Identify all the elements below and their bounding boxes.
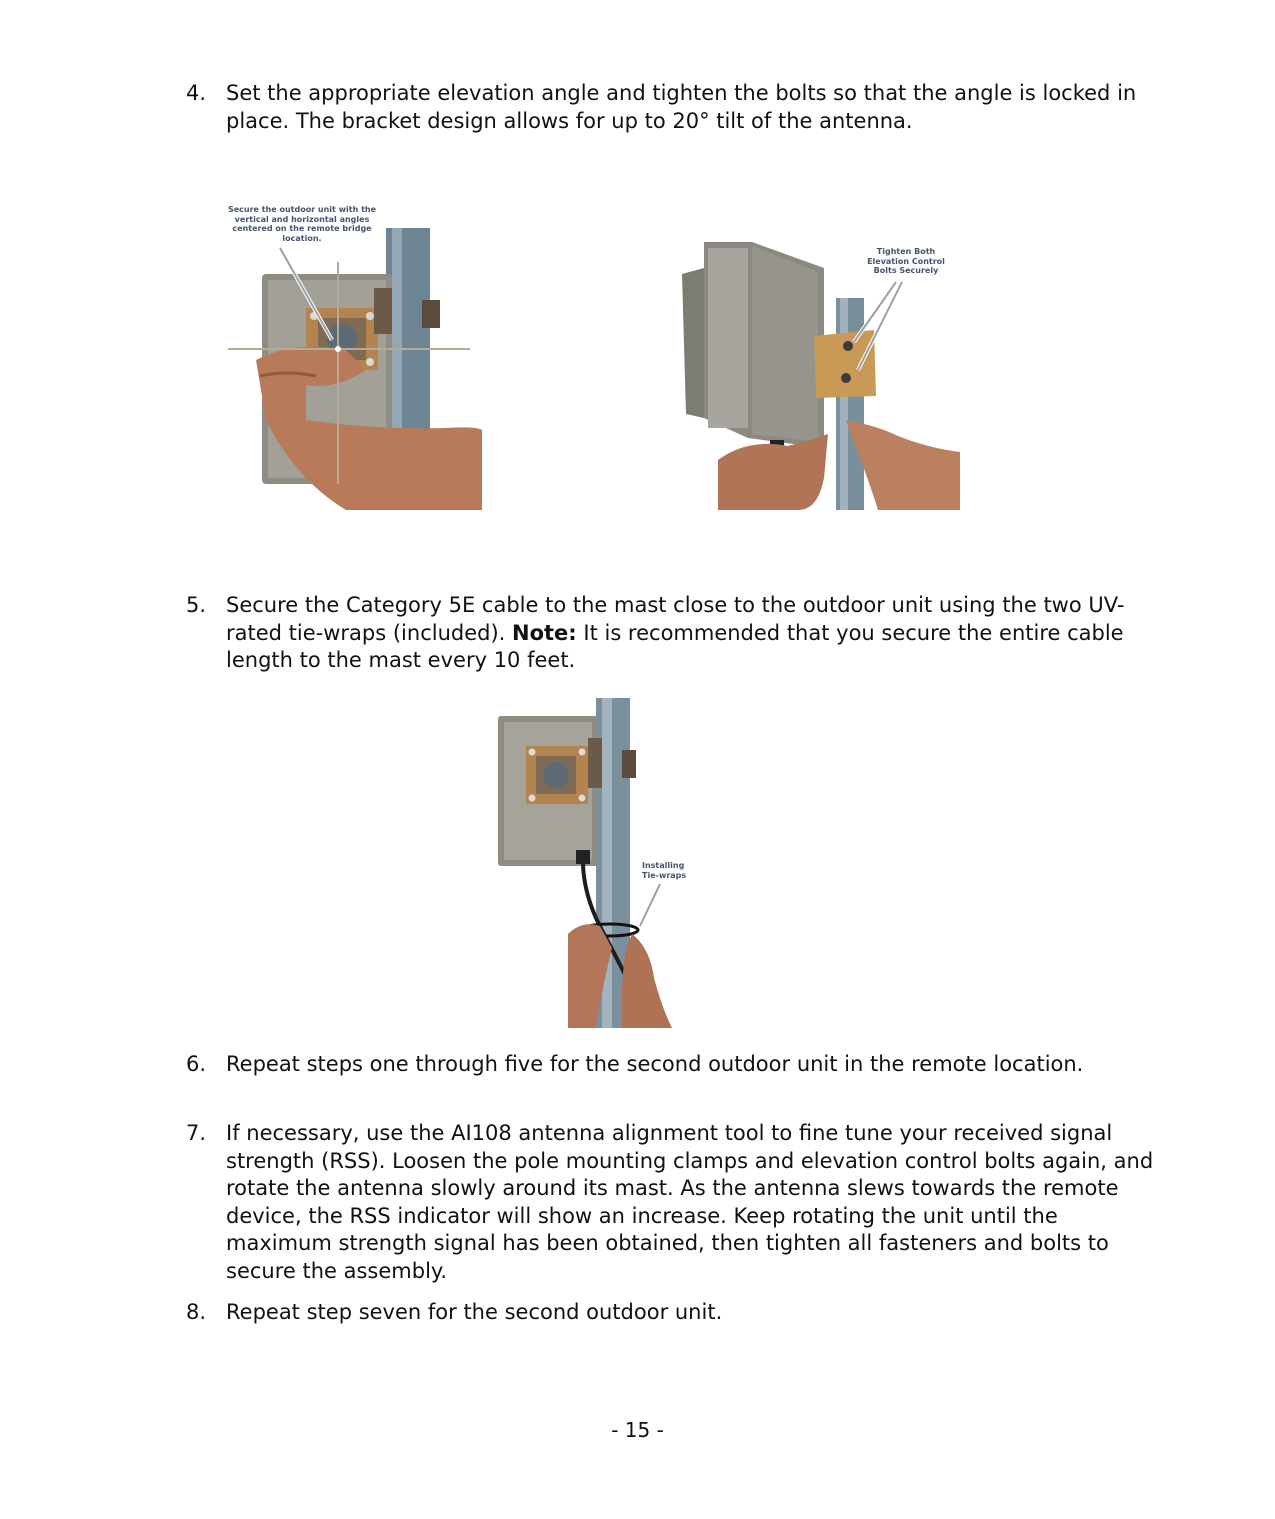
step-number: 6. xyxy=(186,1052,207,1076)
photo-tightening-bolts-graphic xyxy=(678,238,960,510)
callout-line: Elevation Control xyxy=(867,256,945,266)
callout-secure-unit xyxy=(226,205,378,243)
note-text: It is recommended that you secure the entire cable length to the mast every 10 feet. xyxy=(226,620,1124,672)
callout-line: Tie-wraps xyxy=(642,870,687,880)
photo-aligning-unit-graphic xyxy=(226,200,482,510)
note-label: Note: xyxy=(512,620,577,645)
callout-line: Secure the outdoor unit with the xyxy=(227,205,377,214)
photo-aligning-unit xyxy=(226,200,482,510)
step-text: Set the appropriate elevation angle and tighten the bolts so that the angle is locked in place. The bracket design allows for up to 20° tilt of the antenna. xyxy=(226,81,1137,133)
step-8 xyxy=(186,1299,1166,1327)
callout-line: Installing xyxy=(642,861,685,870)
callout-tie-wraps xyxy=(642,861,706,880)
step-number: 8. xyxy=(186,1300,207,1324)
step-4 xyxy=(186,80,1166,135)
photo-installing-tie-wraps xyxy=(492,698,714,1028)
callout-tighten-bolts xyxy=(856,247,956,276)
callout-line: location. xyxy=(282,233,322,243)
step-text xyxy=(226,592,1166,675)
callout-line: Tighten Both xyxy=(876,247,936,256)
photo-tightening-bolts xyxy=(678,238,960,510)
step-number: 5. xyxy=(186,593,207,617)
step-text: Repeat steps one through five for the second outdoor unit in the remote location. xyxy=(226,1052,1084,1076)
step-number: 4. xyxy=(186,81,207,105)
step-6 xyxy=(186,1051,1166,1079)
step-7 xyxy=(186,1120,1166,1285)
step-text-intro: Secure the Category 5E cable to the mast close to the outdoor unit using the two UV-rated tie-wraps (included). xyxy=(226,593,1125,645)
step-text: Repeat step seven for the second outdoor unit. xyxy=(226,1300,723,1324)
step-text: If necessary, use the AI108 antenna alignment tool to fine tune your received signal strength (RSS). Loosen the pole mounting clamps and elevation control bolts again, and rotate the antenna slowly around its mast. As the antenna slews towards the remote device, the RSS indicator will show an increase. Keep rotating the unit until the maximum strength signal has been obtained, then tighten all fasteners and bolts to secure the assembly. xyxy=(226,1121,1154,1283)
callout-line: centered on the remote bridge xyxy=(232,224,372,233)
step-5 xyxy=(186,592,1166,675)
callout-line: vertical and horizontal angles xyxy=(234,214,370,224)
callout-line: Bolts Securely xyxy=(873,266,939,275)
page-number: - 15 - xyxy=(611,1418,664,1442)
step-number: 7. xyxy=(186,1121,207,1145)
